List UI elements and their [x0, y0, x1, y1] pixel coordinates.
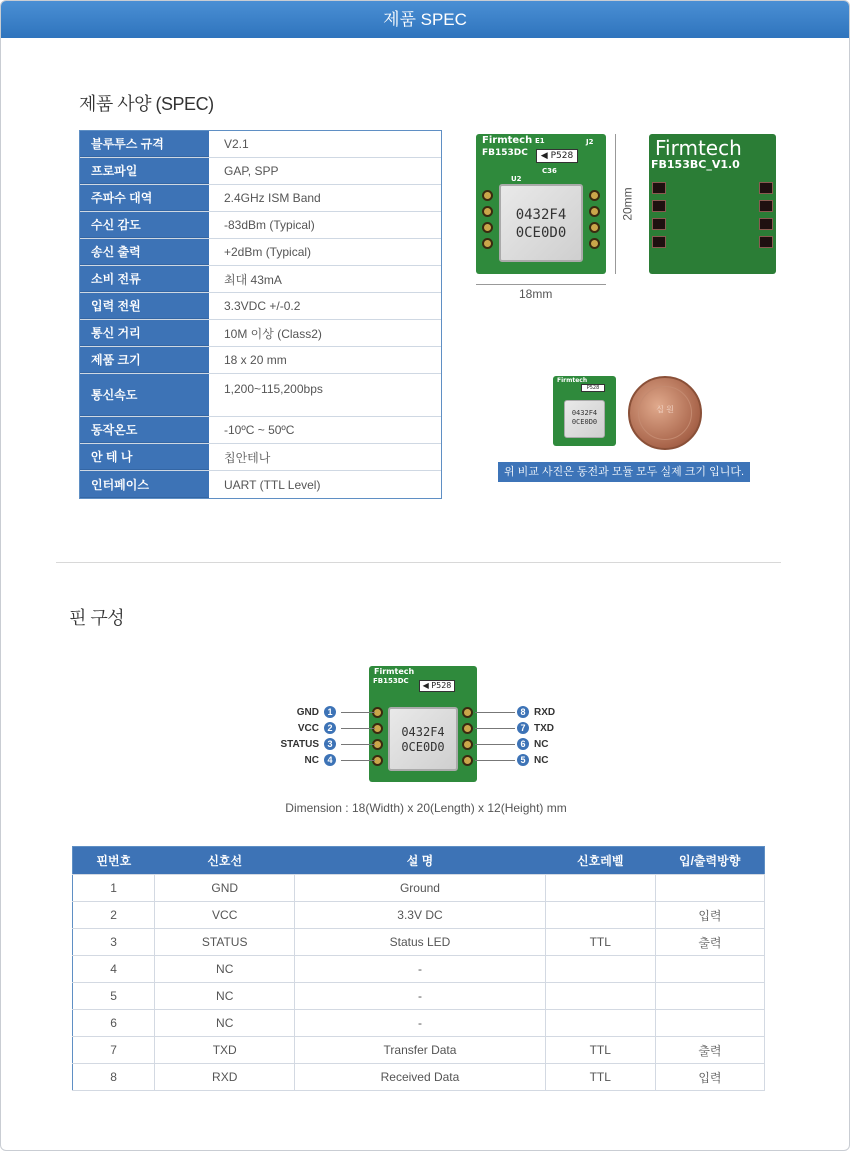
pin-hole	[462, 755, 473, 766]
pin-table-cell: 7	[73, 1037, 155, 1064]
spec-value: 18 x 20 mm	[224, 353, 287, 367]
mark-u2: U2	[511, 175, 522, 183]
small-sticker-code: P528	[586, 385, 600, 391]
spec-row	[80, 131, 441, 158]
height-dimension-label: 20mm	[620, 187, 635, 221]
comparison-caption: 위 비교 사진은 동전과 모듈 모두 실제 크기 입니다.	[498, 462, 750, 482]
spec-value: GAP, SPP	[224, 164, 279, 178]
pin-table-cell: NC	[155, 956, 295, 983]
header-pin	[652, 236, 666, 248]
pin-hole	[482, 222, 493, 233]
pin-leader-line	[475, 728, 515, 729]
header-pin	[652, 200, 666, 212]
header-pin	[759, 236, 773, 248]
pin-number-badge: 8	[517, 706, 529, 718]
pin-name: STATUS	[280, 738, 319, 750]
small-module-brand: Firmtech	[557, 377, 588, 384]
pin-hole	[589, 206, 600, 217]
header-pin	[759, 218, 773, 230]
diagram-module-brand: Firmtech	[374, 667, 415, 676]
diagram-sticker-code: P528	[431, 681, 452, 690]
height-dimension-line	[615, 134, 616, 274]
pin-table-cell	[655, 875, 764, 902]
width-dimension-label: 18mm	[519, 287, 553, 301]
pin-label-left	[298, 722, 336, 734]
page-header-title: 제품 SPEC	[383, 10, 467, 29]
pin-table-cell	[545, 902, 655, 929]
pin-label-right	[517, 754, 548, 766]
spec-key: 입력 전원	[80, 293, 209, 319]
chip-text-line1: 0432F4	[515, 207, 567, 223]
pin-diagram-module	[369, 666, 477, 782]
pin-table-cell: 출력	[655, 929, 764, 956]
pin-table-row	[73, 929, 765, 956]
spec-key: 통신 거리	[80, 320, 209, 346]
pin-name: TXD	[534, 722, 554, 734]
pin-table-row	[73, 1037, 765, 1064]
pin-table-cell: 입력	[655, 902, 764, 929]
pin-hole	[482, 190, 493, 201]
pin-number-badge: 2	[324, 722, 336, 734]
diagram-module-shield	[388, 707, 458, 771]
spec-key: 인터페이스	[80, 471, 209, 498]
pin-table-cell: 4	[73, 956, 155, 983]
module-back-brand: Firmtech	[655, 136, 742, 160]
spec-row	[80, 266, 441, 293]
small-module-shield	[564, 400, 605, 438]
pin-label-right	[517, 722, 554, 734]
pin-leader-line	[341, 712, 375, 713]
pin-table-row	[73, 956, 765, 983]
pin-hole	[589, 222, 600, 233]
pin-hole	[462, 723, 473, 734]
spec-value: UART (TTL Level)	[224, 477, 321, 492]
pin-table-cell: -	[295, 983, 545, 1010]
pin-number-badge: 4	[324, 754, 336, 766]
spec-key: 제품 크기	[80, 347, 209, 373]
pin-leader-line	[341, 728, 375, 729]
pin-table-row	[73, 875, 765, 902]
pin-table-cell	[545, 956, 655, 983]
pin-table-row	[73, 983, 765, 1010]
spec-value: 2.4GHz ISM Band	[224, 191, 321, 205]
pin-table-cell: TXD	[155, 1037, 295, 1064]
pin-table-cell: NC	[155, 1010, 295, 1037]
module-back-photo	[649, 134, 776, 274]
header-pin	[652, 182, 666, 194]
pin-table-cell: TTL	[545, 929, 655, 956]
pin-table-cell	[655, 1010, 764, 1037]
pin-table-header-cell: 핀번호	[73, 847, 155, 875]
spec-key: 송신 출력	[80, 239, 209, 265]
spec-row	[80, 471, 441, 498]
module-front-photo	[476, 134, 606, 274]
pin-table-cell: GND	[155, 875, 295, 902]
spec-row	[80, 158, 441, 185]
pin-hole	[482, 238, 493, 249]
spec-row	[80, 347, 441, 374]
spec-key: 프로파일	[80, 158, 209, 184]
pin-table-cell: Transfer Data	[295, 1037, 545, 1064]
pin-label-left	[280, 738, 336, 750]
pin-table-cell: Received Data	[295, 1064, 545, 1091]
pin-number-badge: 6	[517, 738, 529, 750]
module-small-photo	[553, 376, 616, 446]
chip-text-line2: 0CE0D0	[515, 225, 567, 241]
spec-row	[80, 212, 441, 239]
pin-name: VCC	[297, 722, 319, 734]
sticker-code: P528	[550, 151, 574, 161]
spec-key: 안 테 나	[80, 444, 209, 470]
pin-name: NC	[304, 754, 319, 766]
pin-number-badge: 7	[517, 722, 529, 734]
pin-table-cell	[545, 1010, 655, 1037]
pin-table-header-cell: 설 명	[295, 847, 545, 875]
pin-name: NC	[534, 738, 549, 750]
pin-section-title: 핀 구성	[69, 608, 125, 628]
pin-leader-line	[475, 760, 515, 761]
spec-key: 동작온도	[80, 417, 209, 443]
width-dimension-line	[476, 284, 606, 285]
section-divider	[56, 562, 781, 563]
pin-table-cell: 8	[73, 1064, 155, 1091]
pin-table-cell: VCC	[155, 902, 295, 929]
spec-key: 주파수 대역	[80, 185, 209, 211]
pin-label-right	[517, 738, 548, 750]
pin-leader-line	[475, 712, 515, 713]
pin-table	[72, 846, 765, 1091]
spec-value: 칩안테나	[224, 450, 271, 465]
pin-table-cell: 출력	[655, 1037, 764, 1064]
pin-table-header-cell: 신호레벨	[545, 847, 655, 875]
pin-table-header-cell: 신호선	[155, 847, 295, 875]
pin-table-header-row	[73, 847, 765, 875]
pin-name: GND	[296, 706, 319, 718]
pin-number-badge: 5	[517, 754, 529, 766]
pin-name: NC	[534, 754, 549, 766]
pin-hole	[589, 238, 600, 249]
pin-leader-line	[475, 744, 515, 745]
pin-hole	[589, 190, 600, 201]
module-brand-label: Firmtech	[482, 135, 533, 146]
pin-table-cell: 3	[73, 929, 155, 956]
pin-label-right	[517, 706, 555, 718]
spec-row	[80, 374, 441, 417]
mark-j2: J2	[586, 138, 594, 146]
pin-table-cell: -	[295, 1010, 545, 1037]
spec-value: 10M 이상 (Class2)	[224, 326, 322, 341]
page-header	[1, 1, 849, 38]
spec-value: -83dBm (Typical)	[224, 218, 315, 232]
pin-label-left	[305, 754, 336, 766]
pin-number-badge: 1	[324, 706, 336, 718]
module-back-model: FB153BC_V1.0	[651, 158, 740, 171]
spec-key: 블루투스 규격	[80, 131, 209, 157]
mark-c36: C36	[542, 167, 557, 175]
diagram-module-model: FB153DC	[373, 677, 409, 685]
pin-hole	[462, 739, 473, 750]
pin-leader-line	[341, 760, 375, 761]
module-shield	[499, 184, 583, 262]
spec-value: +2dBm (Typical)	[224, 245, 312, 259]
spec-value: 최대 43mA	[224, 272, 282, 287]
diagram-module-sticker: ◀ P528	[419, 680, 455, 692]
spec-key: 소비 전류	[80, 266, 209, 292]
pin-table-cell	[545, 875, 655, 902]
small-module-sticker	[581, 384, 605, 392]
pin-table-cell: -	[295, 956, 545, 983]
pin-table-cell	[655, 956, 764, 983]
pin-table-cell: RXD	[155, 1064, 295, 1091]
mark-e1: E1	[535, 137, 545, 145]
diagram-chip-line1: 0432F4	[401, 725, 445, 739]
spec-row	[80, 293, 441, 320]
spec-row	[80, 185, 441, 212]
spec-row	[80, 444, 441, 471]
pin-leader-line	[341, 744, 375, 745]
pin-table-row	[73, 1064, 765, 1091]
pin-table-cell: Ground	[295, 875, 545, 902]
pin-table-body	[73, 875, 765, 1091]
spec-value: -10ºC ~ 50ºC	[224, 423, 295, 437]
pin-table-cell	[655, 983, 764, 1010]
small-chip-line1: 0432F4	[571, 409, 598, 417]
pin-table-header-cell: 입/출력방향	[655, 847, 764, 875]
header-pin	[759, 200, 773, 212]
pin-table-cell: 입력	[655, 1064, 764, 1091]
diagram-chip-line2: 0CE0D0	[401, 740, 445, 754]
header-pin	[652, 218, 666, 230]
module-sticker: ◀ P528	[536, 149, 578, 163]
dimension-text: Dimension : 18(Width) x 20(Length) x 12(Height) mm	[285, 801, 567, 815]
pin-hole	[462, 707, 473, 718]
pin-table-cell: 1	[73, 875, 155, 902]
pin-table-cell: NC	[155, 983, 295, 1010]
pin-table-cell: 2	[73, 902, 155, 929]
pin-table-cell: TTL	[545, 1037, 655, 1064]
coin-photo	[628, 376, 702, 450]
module-model-label: FB153DC	[482, 148, 528, 158]
pin-table-cell: 5	[73, 983, 155, 1010]
pin-table-cell: 6	[73, 1010, 155, 1037]
header-pin	[759, 182, 773, 194]
spec-section-title: 제품 사양 (SPEC)	[79, 94, 214, 114]
pin-table-cell: 3.3V DC	[295, 902, 545, 929]
pin-number-badge: 3	[324, 738, 336, 750]
pin-hole	[482, 206, 493, 217]
pin-table-cell: STATUS	[155, 929, 295, 956]
coin-text: 십 원	[656, 405, 674, 414]
spec-value: 1,200~115,200bps	[224, 382, 323, 396]
spec-key: 통신속도	[80, 374, 209, 416]
pin-name: RXD	[534, 706, 556, 718]
pin-table-cell: TTL	[545, 1064, 655, 1091]
spec-value: 3.3VDC +/-0.2	[224, 299, 301, 313]
pin-table-row	[73, 1010, 765, 1037]
spec-row	[80, 320, 441, 347]
pin-table-row	[73, 902, 765, 929]
spec-table	[79, 130, 442, 499]
pin-table-cell	[545, 983, 655, 1010]
spec-row	[80, 417, 441, 444]
pin-table-cell: Status LED	[295, 929, 545, 956]
spec-value: V2.1	[224, 137, 249, 151]
small-chip-line2: 0CE0D0	[571, 418, 598, 426]
spec-row	[80, 239, 441, 266]
pin-label-left	[297, 706, 336, 718]
spec-key: 수신 감도	[80, 212, 209, 238]
